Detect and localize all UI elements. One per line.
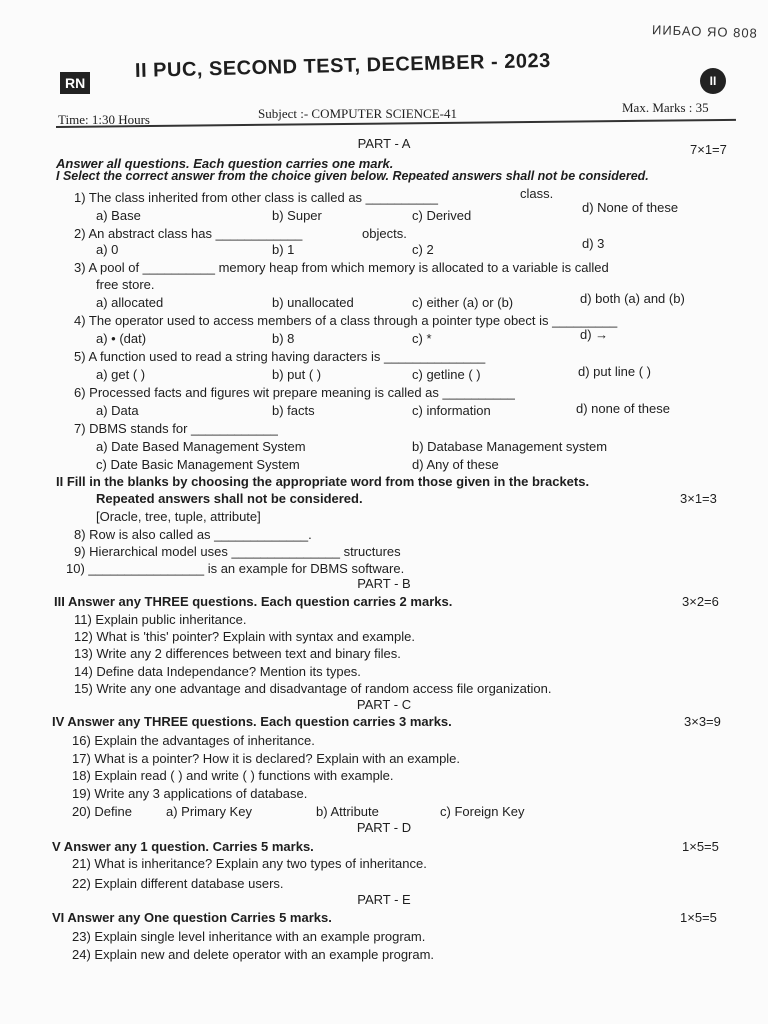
part-d-marks: 1×5=5 bbox=[682, 839, 719, 854]
rn-badge: RN bbox=[60, 72, 90, 94]
q5-option-c: c) getline ( ) bbox=[412, 367, 481, 382]
part-a-instruction: Answer all questions. Each question carries one mark. bbox=[56, 156, 394, 171]
time-label: Time: 1:30 Hours bbox=[58, 112, 150, 127]
part-d-instruction: V Answer any 1 question. Carries 5 marks. bbox=[52, 839, 314, 854]
q4-option-a: a) • (dat) bbox=[96, 331, 147, 346]
q1-option-b: b) Super bbox=[272, 208, 322, 223]
q4-option-d: d) → bbox=[580, 327, 609, 342]
q5-option-a: a) get ( ) bbox=[96, 367, 146, 382]
q1-tail: class. bbox=[520, 186, 554, 201]
roman-numeral-badge: II bbox=[700, 68, 726, 94]
q22-text: 22) Explain different database users. bbox=[72, 876, 284, 891]
part-b-marks: 3×2=6 bbox=[682, 594, 719, 609]
q6-option-a: a) Data bbox=[96, 403, 139, 418]
corner-code: ИИБАО ЯО 808 bbox=[651, 22, 759, 41]
q3-option-a: a) allocated bbox=[96, 295, 164, 310]
q23-text: 23) Explain single level inheritance with an example program. bbox=[72, 929, 426, 944]
q1-option-d: d) None of these bbox=[582, 200, 679, 215]
section-2-title: II Fill in the blanks by choosing the appropriate word from those given in the brackets. bbox=[56, 474, 590, 489]
part-e-heading: PART - E bbox=[357, 892, 411, 907]
q7-option-c: c) Date Basic Management System bbox=[96, 457, 300, 472]
q20-option-c: c) Foreign Key bbox=[440, 804, 525, 819]
q14-text: 14) Define data Independance? Mention its types. bbox=[74, 664, 361, 679]
part-e-instruction: VI Answer any One question Carries 5 marks. bbox=[52, 910, 332, 925]
q8-text: 8) Row is also called as _____________. bbox=[74, 527, 312, 542]
q17-text: 17) What is a pointer? How it is declared? Explain with an example. bbox=[72, 751, 461, 766]
q3-continuation: free store. bbox=[96, 277, 155, 292]
q9-text: 9) Hierarchical model uses _______________ structures bbox=[74, 544, 401, 559]
q2-tail: objects. bbox=[362, 226, 407, 241]
q7-text: 7) DBMS stands for ____________ bbox=[74, 421, 278, 436]
q2-option-d: d) 3 bbox=[582, 236, 605, 251]
q16-text: 16) Explain the advantages of inheritance. bbox=[72, 733, 315, 748]
q19-text: 19) Write any 3 applications of database. bbox=[72, 786, 308, 801]
q5-option-d: d) put line ( ) bbox=[578, 364, 651, 379]
q2-text: 2) An abstract class has ____________ bbox=[74, 226, 303, 241]
q3-option-b: b) unallocated bbox=[272, 295, 354, 310]
part-c-heading: PART - C bbox=[356, 697, 412, 712]
q20-label: 20) Define bbox=[72, 804, 132, 819]
q1-option-c: c) Derived bbox=[412, 208, 472, 223]
q4-option-b: b) 8 bbox=[272, 331, 295, 346]
q11-text: 11) Explain public inheritance. bbox=[74, 612, 247, 627]
q2-option-b: b) 1 bbox=[272, 242, 295, 257]
q15-text: 15) Write any one advantage and disadvantage of random access file organization. bbox=[74, 681, 552, 696]
q6-text: 6) Processed facts and figures wit prepare meaning is called as __________ bbox=[74, 385, 515, 400]
part-c-instruction: IV Answer any THREE questions. Each question carries 3 marks. bbox=[52, 714, 452, 729]
section-1-title: I Select the correct answer from the choice given below. Repeated answers shall not be considered. bbox=[56, 169, 649, 183]
q6-option-d: d) none of these bbox=[576, 401, 670, 416]
section-2-note: Repeated answers shall not be considered. bbox=[96, 491, 363, 506]
q7-option-a: a) Date Based Management System bbox=[96, 439, 306, 454]
q4-option-c: c) * bbox=[412, 331, 432, 346]
q12-text: 12) What is 'this' pointer? Explain with syntax and example. bbox=[74, 629, 415, 644]
section-2-word-list: [Oracle, tree, tuple, attribute] bbox=[96, 509, 261, 524]
part-e-marks: 1×5=5 bbox=[680, 910, 717, 925]
q13-text: 13) Write any 2 differences between text and binary files. bbox=[74, 646, 401, 661]
q18-text: 18) Explain read ( ) and write ( ) functions with example. bbox=[72, 768, 394, 783]
q5-option-b: b) put ( ) bbox=[272, 367, 322, 382]
part-c-marks: 3×3=9 bbox=[684, 714, 721, 729]
q1-text: 1) The class inherited from other class is called as __________ bbox=[74, 190, 438, 205]
part-a-marks: 7×1=7 bbox=[690, 142, 727, 157]
q6-option-c: c) information bbox=[412, 403, 491, 418]
subject-label: Subject :- COMPUTER SCIENCE-41 bbox=[258, 106, 457, 121]
q2-option-c: c) 2 bbox=[412, 242, 434, 257]
q2-option-a: a) 0 bbox=[96, 242, 119, 257]
part-a-heading: PART - A bbox=[357, 136, 411, 151]
q3-option-c: c) either (a) or (b) bbox=[412, 295, 514, 310]
q5-text: 5) A function used to read a string having daracters is ______________ bbox=[74, 349, 486, 364]
q1-option-a: a) Base bbox=[96, 208, 141, 223]
q7-option-b: b) Database Management system bbox=[412, 439, 608, 454]
part-b-instruction: III Answer any THREE questions. Each question carries 2 marks. bbox=[54, 594, 453, 609]
section-2-marks: 3×1=3 bbox=[680, 491, 717, 506]
q10-text: 10) ________________ is an example for DBMS software. bbox=[66, 561, 405, 576]
part-d-heading: PART - D bbox=[356, 820, 412, 835]
q21-text: 21) What is inheritance? Explain any two types of inheritance. bbox=[72, 856, 427, 871]
q20-option-b: b) Attribute bbox=[316, 804, 379, 819]
max-marks-label: Max. Marks : 35 bbox=[622, 100, 709, 115]
q7-option-d: d) Any of these bbox=[412, 457, 499, 472]
part-b-heading: PART - B bbox=[357, 576, 411, 591]
exam-title: II PUC, SECOND TEST, DECEMBER - 2023 bbox=[134, 49, 552, 82]
q24-text: 24) Explain new and delete operator with an example program. bbox=[72, 947, 435, 962]
q4-text: 4) The operator used to access members of a class through a pointer type obect is _________ bbox=[74, 313, 618, 328]
q20-option-a: a) Primary Key bbox=[166, 804, 252, 819]
q6-option-b: b) facts bbox=[272, 403, 315, 418]
q3-text: 3) A pool of __________ memory heap from which memory is allocated to a variable is called bbox=[74, 260, 609, 275]
q3-option-d: d) both (a) and (b) bbox=[580, 291, 685, 306]
